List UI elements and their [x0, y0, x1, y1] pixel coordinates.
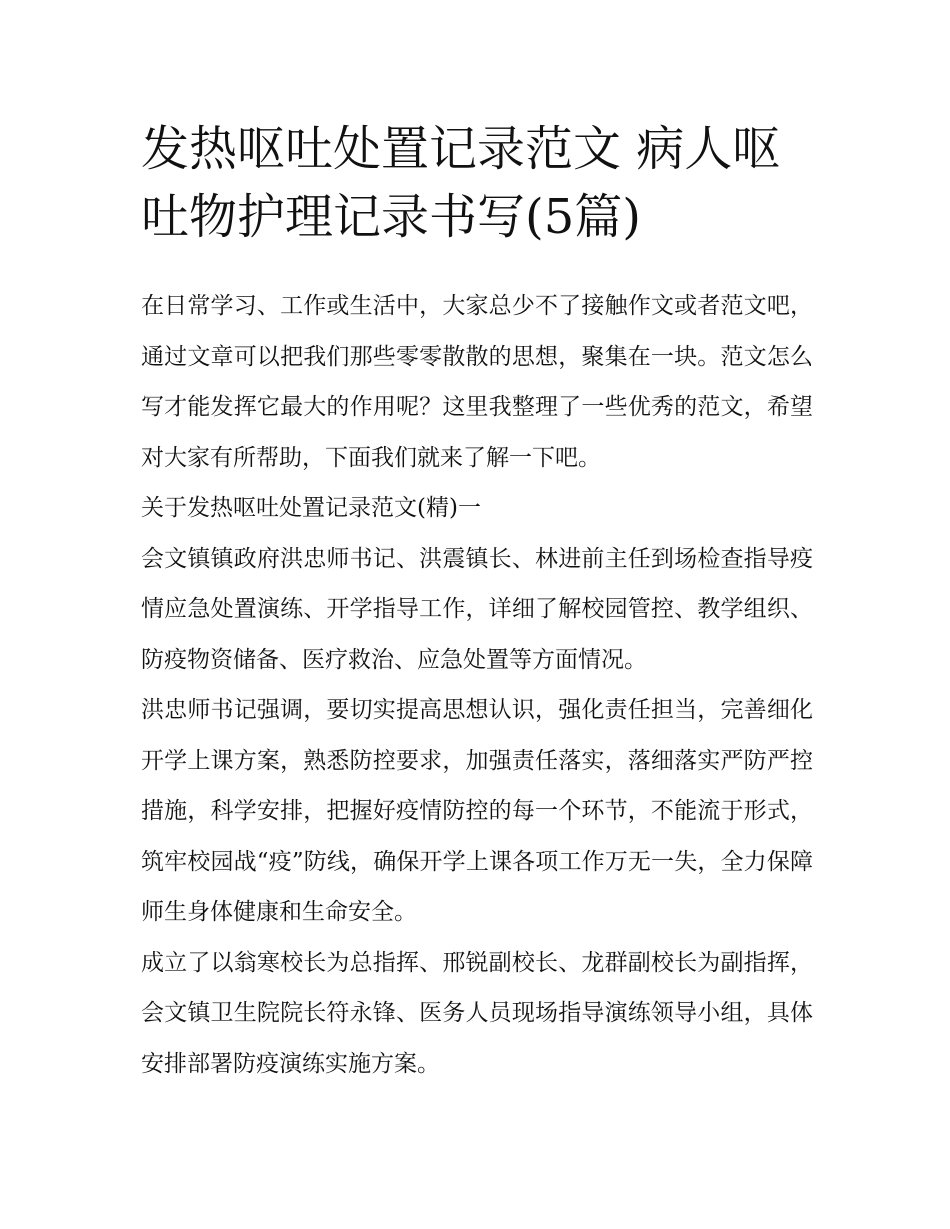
- document-title: 发热呕吐处置记录范文 病人呕吐物护理记录书写(5篇): [141, 121, 781, 245]
- body-paragraph: 成立了以翁寒校长为总指挥、邢锐副校长、龙群副校长为副指挥，会文镇卫生院院长符永锋、医务人员现场指导演练领导小组，具体安排部署防疫演练实施方案。: [141, 949, 813, 1077]
- document-body: [141, 115, 813, 1089]
- paragraph-list: [141, 281, 813, 1089]
- section-heading: 关于发热呕吐处置记录范文(精)一: [141, 495, 481, 521]
- body-paragraph: 会文镇镇政府洪忠师书记、洪震镇长、林进前主任到场检查指导疫情应急处置演练、开学指导工作，详细了解校园管控、教学组织、防疫物资储备、医疗救治、应急处置等方面情况。: [141, 545, 813, 673]
- intro-paragraph: 在日常学习、工作或生活中，大家总少不了接触作文或者范文吧，通过文章可以把我们那些零零散散的思想，聚集在一块。范文怎么写才能发挥它最大的作用呢？这里我整理了一些优秀的范文，希望对大家有所帮助，下面我们就来了解一下吧。: [141, 293, 813, 471]
- body-paragraph: 洪忠师书记强调，要切实提高思想认识，强化责任担当，完善细化开学上课方案，熟悉防控要求，加强责任落实，落细落实严防严控措施，科学安排，把握好疫情防控的每一个环节，不能流于形式，筑牢校园战“疫”防线，确保开学上课各项工作万无一失，全力保障师生身体健康和生命安全。: [141, 697, 813, 925]
